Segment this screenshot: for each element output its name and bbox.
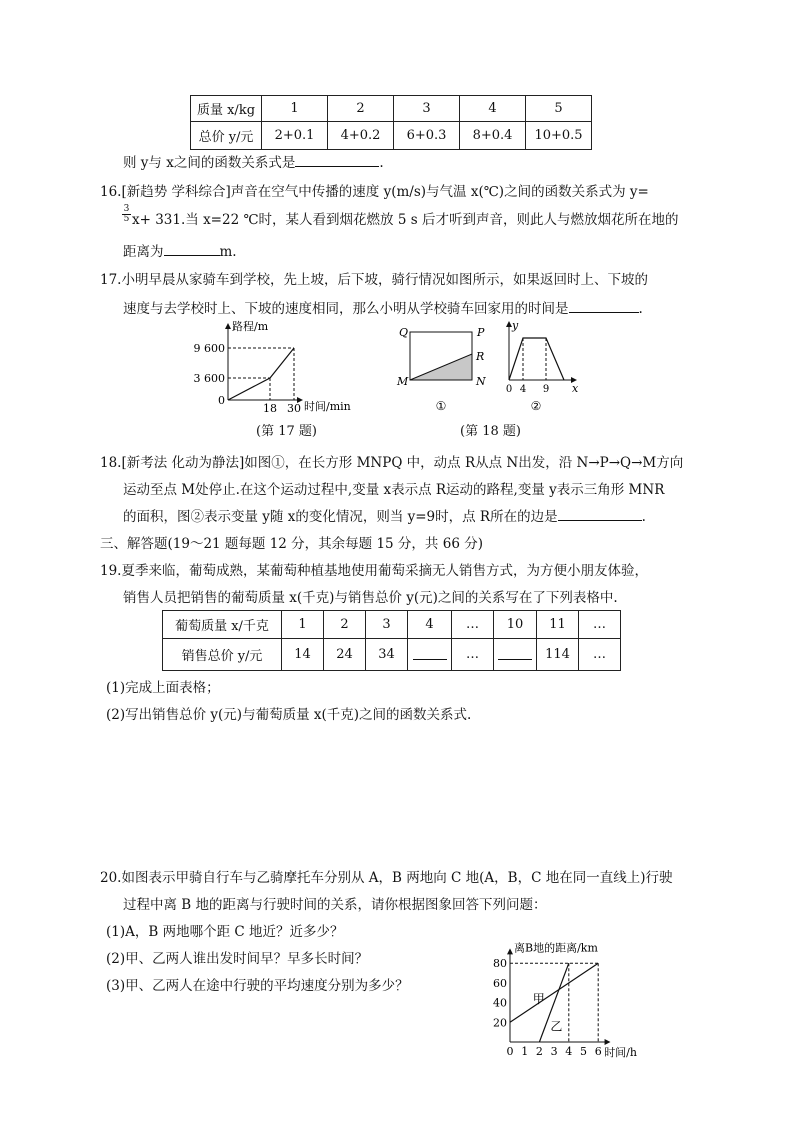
table-cell: 质量 x/kg xyxy=(191,96,262,122)
axis-label: y xyxy=(512,319,519,332)
tick-label: 3 xyxy=(550,1045,558,1058)
point-label: N xyxy=(476,375,486,388)
tick-label: 30 xyxy=(287,402,301,415)
table-cell: 销售总价 y/元 xyxy=(163,639,282,671)
question-number: 20. xyxy=(100,870,122,886)
tick-label: 2 xyxy=(535,1045,543,1058)
q17-text-2: 速度与去学校时上、下坡的速度相同，那么小明从学校骑车回家用的时间是 xyxy=(123,301,569,317)
q20-sub1: (1)A，B 两地哪个距 C 地近？近多少？ xyxy=(106,924,344,940)
q20-text-1: 如图表示甲骑自行车与乙骑摩托车分别从 A，B 两地向 C 地(A，B，C 地在同一直线上)行驶 xyxy=(121,870,673,886)
q17-line1 xyxy=(100,268,648,288)
table-cell: 14 xyxy=(282,639,324,671)
q19-line2: 销售人员把销售的葡萄质量 x(千克)与销售总价 y(元)之间的关系写在了下列表格中. xyxy=(123,590,618,606)
table-cell: … xyxy=(452,611,494,639)
shaded-triangle xyxy=(410,354,472,380)
answer-blank[interactable] xyxy=(569,298,639,313)
q20-sub2: (2)甲、乙两人谁出发时间早？早多长时间？ xyxy=(106,951,369,967)
tick-label: 60 xyxy=(493,976,507,990)
q19-sub2: (2)写出销售总价 y(元)与葡萄质量 x(千克)之间的函数关系式. xyxy=(106,707,472,723)
q15-text: 则 y与 x之间的函数关系式是 xyxy=(123,155,296,171)
q18-text-1: [新考法 化动为静法]如图①，在长方形 MNPQ 中，动点 R从点 N出发，沿 N→P→Q→M方向 xyxy=(121,455,684,471)
table-cell: 总价 y/元 xyxy=(191,122,262,150)
tick-label: 4 xyxy=(519,384,527,395)
table-cell: 114 xyxy=(537,639,579,671)
q20-sub3: (3)甲、乙两人在途中行驶的平均速度分别为多少？ xyxy=(106,978,409,994)
axis-label: 时间/min xyxy=(304,400,351,413)
q19-sub1: (1)完成上面表格； xyxy=(106,680,220,696)
tick-label: 80 xyxy=(493,957,507,971)
q16-text-1: [新趋势 学科综合]声音在空气中传播的速度 y(m/s)与气温 x(℃)之间的函数关系式为 y= xyxy=(121,184,649,200)
table-cell: 5 xyxy=(526,96,592,122)
table-cell: 2 xyxy=(328,96,394,122)
q18-end: . xyxy=(641,509,646,525)
table-cell: 8+0.4 xyxy=(460,122,526,150)
answer-blank[interactable] xyxy=(295,152,379,167)
point-label: M xyxy=(397,375,409,388)
axis-label: 时间/h xyxy=(604,1046,637,1059)
table-cell: … xyxy=(452,639,494,671)
table-cell: 24 xyxy=(324,639,366,671)
figure-17 xyxy=(190,318,375,418)
q16-line1 xyxy=(100,180,649,200)
tick-label: 5 xyxy=(580,1045,587,1058)
q16-text-3a: 距离为 xyxy=(123,244,164,260)
q18-line1 xyxy=(100,451,683,471)
tick-label: 1 xyxy=(521,1045,529,1058)
answer-blank[interactable] xyxy=(498,658,532,660)
tick-label: 0 xyxy=(218,394,225,407)
point-label: R xyxy=(476,350,485,363)
tick-label: 6 xyxy=(594,1045,602,1058)
section-title: 三、解答题(19～21 题每题 12 分，其余每题 15 分，共 66 分) xyxy=(100,536,483,552)
q16-line3 xyxy=(123,240,237,260)
answer-blank[interactable] xyxy=(164,241,220,256)
q16-text-3b: m. xyxy=(219,244,237,260)
question-number: 17. xyxy=(100,272,122,288)
fraction-numerator: 3 xyxy=(123,204,130,214)
answer-blank[interactable] xyxy=(413,658,447,660)
table-cell: 1 xyxy=(282,611,324,639)
figure-caption: (第 17 题) xyxy=(256,424,317,439)
fraction-3-5 xyxy=(122,205,131,224)
table-cell: … xyxy=(579,639,621,671)
table-cell: 2 xyxy=(324,611,366,639)
q20-line2: 过程中离 B 地的距离与行驶时间的关系，请你根据图象回答下列问题： xyxy=(123,897,547,913)
q16-line2: x+ 331.当 x=22 ℃时，某人看到烟花燃放 5 s 后才听到声音，则此人与燃放烟花所在地的 xyxy=(132,212,679,228)
question-number: 16. xyxy=(100,184,122,200)
table-q19 xyxy=(162,610,621,671)
table-cell: 10+0.5 xyxy=(526,122,592,150)
tick-label: 40 xyxy=(493,996,507,1010)
table-cell: 3 xyxy=(394,96,460,122)
table-cell: 4 xyxy=(460,96,526,122)
answer-blank[interactable] xyxy=(558,506,642,521)
q17-text-1: 小明早晨从家骑车到学校，先上坡，后下坡，骑行情况如图所示，如果返回时上、下坡的 xyxy=(121,272,648,288)
figure-marker: ① xyxy=(435,399,447,413)
table-cell: 4+0.2 xyxy=(328,122,394,150)
chart-q20 xyxy=(486,938,662,1060)
question-number: 19. xyxy=(100,563,122,579)
figure-18 xyxy=(392,318,592,418)
series-label: 乙 xyxy=(550,1019,563,1034)
table-cell: 3 xyxy=(366,611,408,639)
table-cell-answer[interactable] xyxy=(408,639,452,671)
table-cell: 葡萄质量 x/千克 xyxy=(163,611,282,639)
q15-answer-line xyxy=(123,151,384,171)
tick-label: 0 xyxy=(505,384,513,395)
table-cell: 11 xyxy=(537,611,579,639)
point-label: P xyxy=(477,326,485,339)
tick-label: 4 xyxy=(565,1045,573,1058)
q15-end: . xyxy=(379,155,384,171)
q19-text-1: 夏季来临，葡萄成熟，某葡萄种植基地使用葡萄采摘无人销售方式，为方便小朋友体验， xyxy=(121,563,648,579)
route-line xyxy=(228,348,294,400)
fraction-denominator: 5 xyxy=(123,214,130,224)
table-cell: 4 xyxy=(408,611,452,639)
q18-line2: 运动至点 M处停止.在这个运动过程中,变量 x表示点 R运动的路程,变量 y表示三角形 MNR xyxy=(123,482,665,498)
table-cell: 34 xyxy=(366,639,408,671)
table-cell-answer[interactable] xyxy=(494,639,537,671)
table-q15 xyxy=(190,95,592,150)
tick-label: 18 xyxy=(263,402,277,415)
tick-label: 3 600 xyxy=(193,372,225,385)
point-label: Q xyxy=(399,326,409,339)
series-label: 甲 xyxy=(532,992,545,1007)
table-cell: 10 xyxy=(494,611,537,639)
figure-marker: ② xyxy=(530,399,542,413)
tick-label: 0 xyxy=(506,1045,514,1058)
table-cell: 6+0.3 xyxy=(394,122,460,150)
table-cell: 1 xyxy=(262,96,328,122)
question-number: 18. xyxy=(100,455,122,471)
tick-label: 9 600 xyxy=(193,342,225,355)
q18-text-3: 的面积，图②表示变量 y随 x的变化情况，则当 y=9时，点 R所在的边是 xyxy=(123,509,558,525)
q20-line1 xyxy=(100,866,672,886)
axis-label: 离B地的距离/km xyxy=(514,941,598,955)
table-cell: 2+0.1 xyxy=(262,122,328,150)
figure-caption: (第 18 题) xyxy=(460,424,521,439)
q17-line2 xyxy=(123,297,643,317)
table-cell: … xyxy=(579,611,621,639)
tick-label: 9 xyxy=(542,384,550,395)
q19-line1 xyxy=(100,559,648,579)
axis-label: 路程/m xyxy=(232,320,269,333)
q17-end: . xyxy=(638,301,643,317)
axis-label: x xyxy=(572,382,579,395)
series-line xyxy=(510,963,598,1022)
q18-line3 xyxy=(123,505,646,525)
tick-label: 20 xyxy=(493,1016,507,1030)
area-graph xyxy=(509,338,564,380)
